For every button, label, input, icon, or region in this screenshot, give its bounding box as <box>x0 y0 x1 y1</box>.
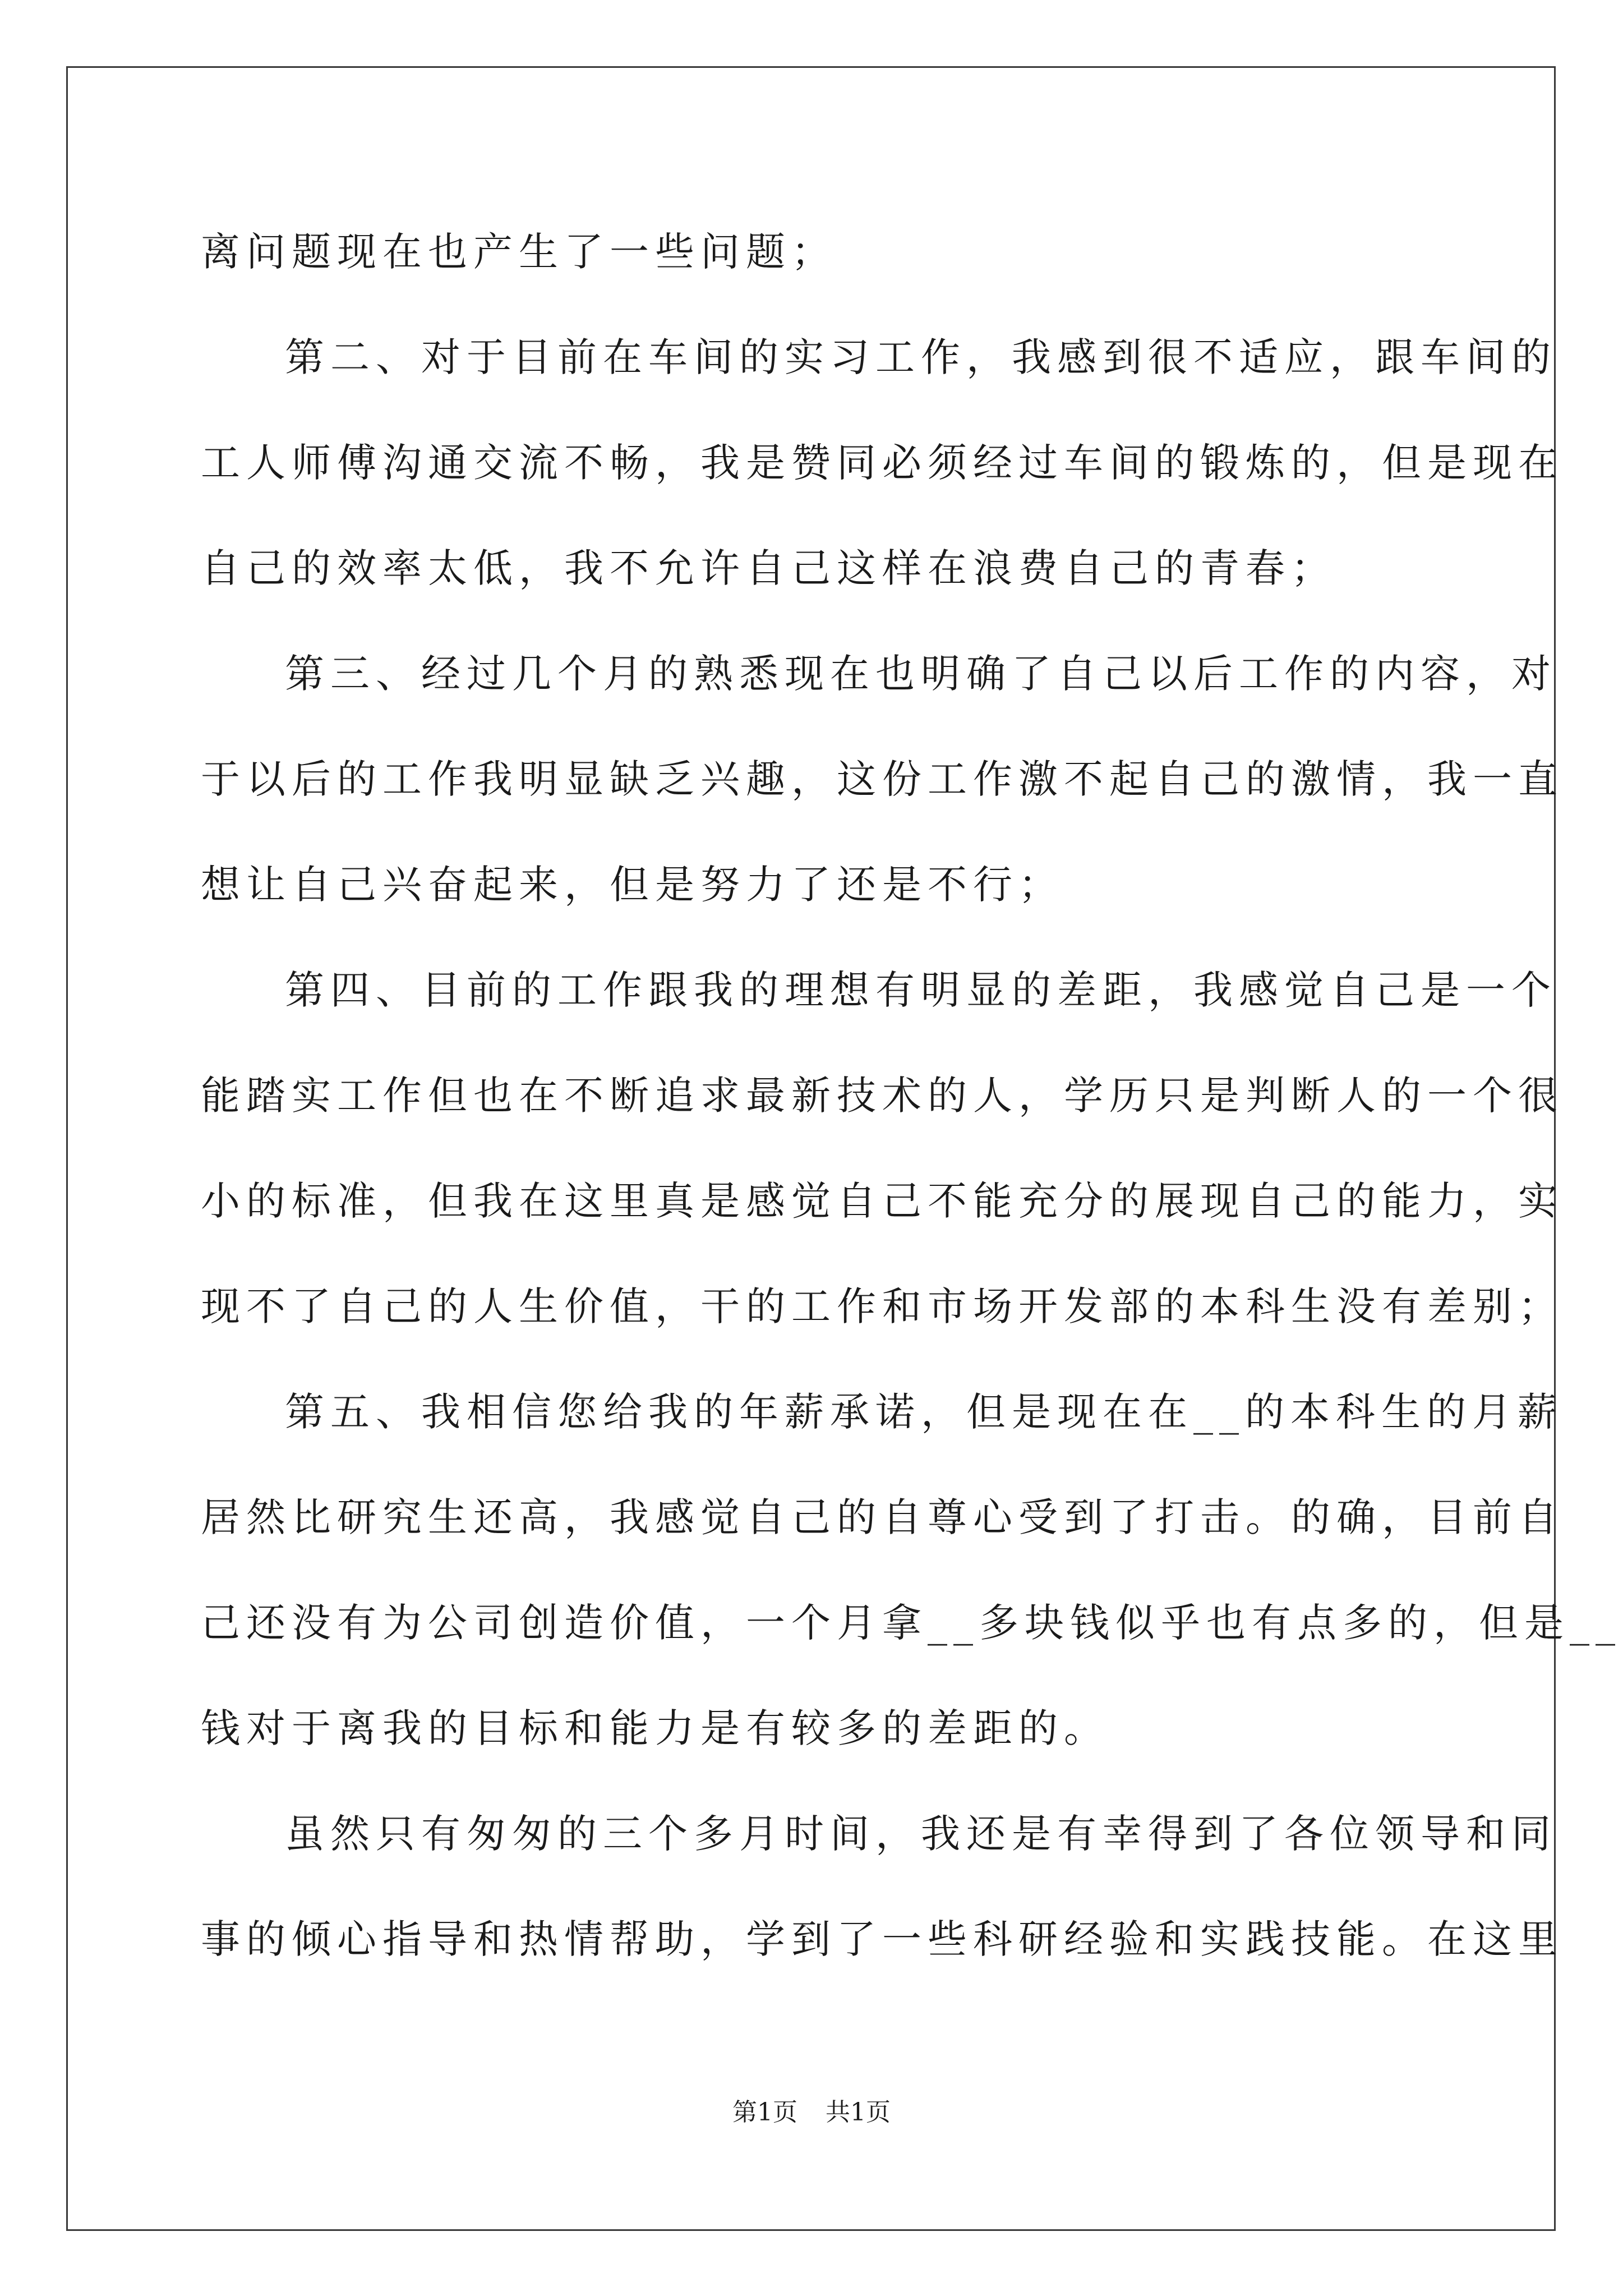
text-line: 自己的效率太低，我不允许自己这样在浪费自己的青春； <box>201 545 1336 591</box>
text-line: 事的倾心指导和热情帮助，学到了一些科研经验和实践技能。在这里 <box>201 1916 1564 1962</box>
text-line: 第五、我相信您给我的年薪承诺，但是现在在__的本科生的月薪 <box>285 1389 1563 1435</box>
page-total: 共1页 <box>826 2098 891 2127</box>
text-line: 于以后的工作我明显缺乏兴趣，这份工作激不起自己的激情，我一直 <box>201 756 1564 802</box>
text-line: 第三、经过几个月的熟悉现在也明确了自己以后工作的内容，对 <box>285 651 1557 697</box>
text-line: 想让自己兴奋起来，但是努力了还是不行； <box>201 862 1064 908</box>
text-line: 居然比研究生还高，我感觉自己的自尊心受到了打击。的确，目前自 <box>201 1494 1564 1540</box>
text-line: 现不了自己的人生价值，干的工作和市场开发部的本科生没有差别； <box>201 1283 1564 1329</box>
page-number: 第1页 <box>732 2098 797 2127</box>
text-line: 己还没有为公司创造价值，一个月拿__多块钱似乎也有点多的，但是__ <box>201 1600 1621 1646</box>
document-body <box>201 199 1621 1992</box>
text-line: 小的标准，但我在这里真是感觉自己不能充分的展现自己的能力，实 <box>201 1178 1564 1224</box>
text-line: 离问题现在也产生了一些问题； <box>201 229 837 275</box>
page-footer <box>0 2096 1623 2129</box>
text-line: 虽然只有匆匆的三个多月时间，我还是有幸得到了各位领导和同 <box>285 1811 1557 1857</box>
text-line: 能踏实工作但也在不断追求最新技术的人，学历只是判断人的一个很 <box>201 1073 1564 1119</box>
text-line: 工人师傅沟通交流不畅，我是赞同必须经过车间的锻炼的，但是现在 <box>201 440 1564 486</box>
text-line: 第二、对于目前在车间的实习工作，我感到很不适应，跟车间的 <box>285 334 1557 380</box>
text-line: 钱对于离我的目标和能力是有较多的差距的。 <box>201 1705 1109 1751</box>
text-line: 第四、目前的工作跟我的理想有明显的差距，我感觉自己是一个 <box>285 967 1557 1013</box>
